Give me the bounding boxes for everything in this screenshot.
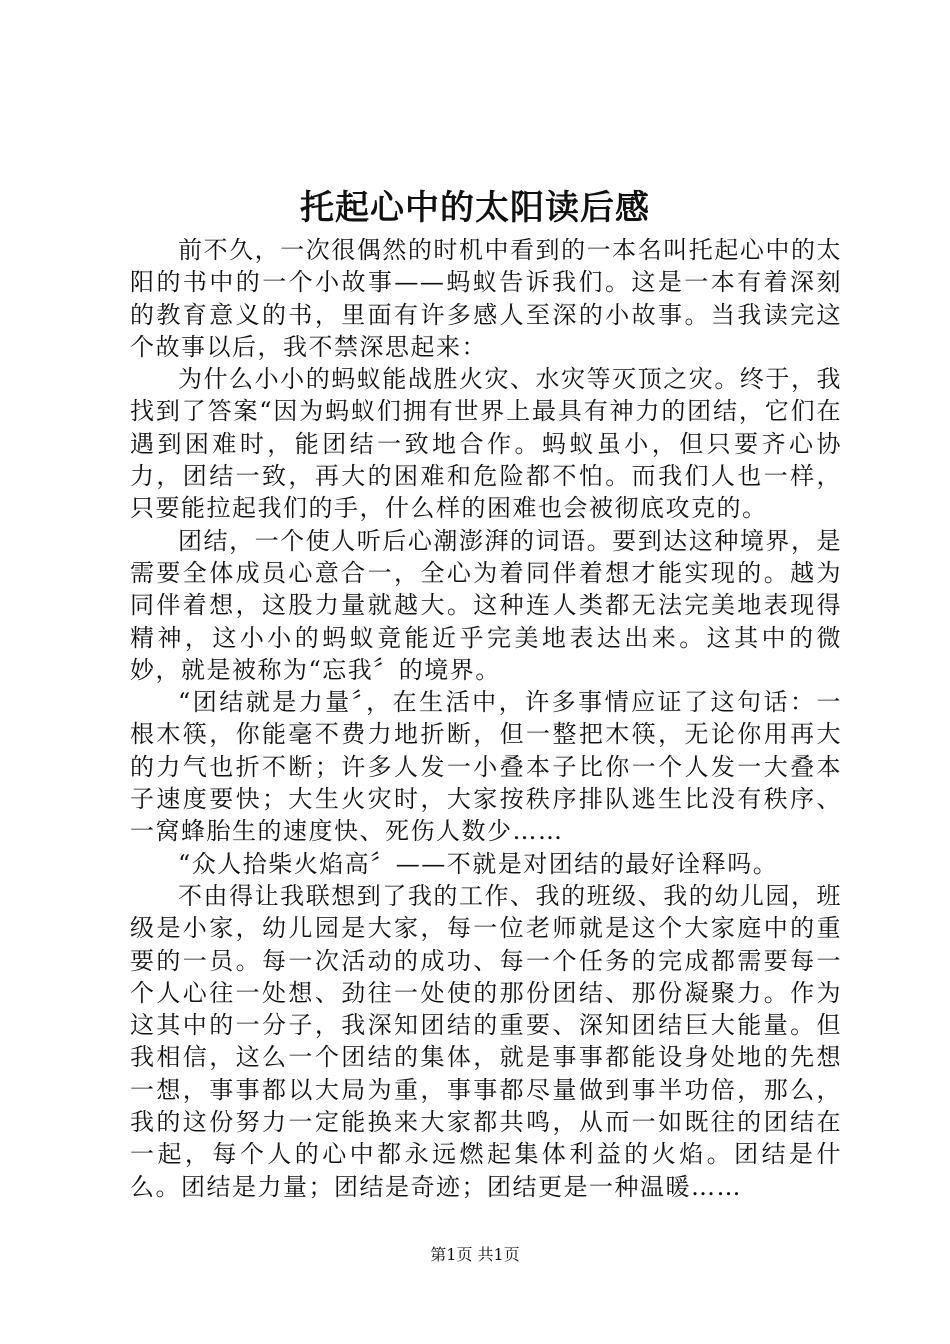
paragraph: 不由得让我联想到了我的工作、我的班级、我的幼儿园，班级是小家，幼儿园是大家，每一位老师就是这个大家庭中的重要的一员。每一次活动的成功、每一个任务的完成都需要每一个人心往一处想、劲往一处使的那份团结、那份凝聚力。作为这其中的一分子，我深知团结的重要、深知团结巨大能量。但我相信，这么一个团结的集体，就是事事都能设身处地的先想一想，事事都以大局为重，事事都尽量做到事半功倍，那么，我的这份努力一定能换来大家都共鸣，从而一如既往的团结在一起，每个人的心中都永远燃起集体利益的火焰。团结是什么。团结是力量；团结是奇迹；团结更是一种温暖…… [130,881,842,1201]
paragraph: 为什么小小的蚂蚁能战胜火灾、水灾等灭顶之灾。终于，我找到了答案“因为蚂蚁们拥有世界上最具有神力的团结，它们在遇到困难时，能团结一致地合作。蚂蚁虽小，但只要齐心协力，团结一致，再大的困难和危险都不怕。而我们人也一样，只要能拉起我们的手，什么样的困难也会被彻底攻克的。 [130,365,842,523]
document-title: 托起心中的太阳读后感 [300,188,650,228]
paragraph: “众人拾柴火焰高〞——不就是对团结的最好诠释吗。 [178,849,779,878]
paragraph: 前不久，一次很偶然的时机中看到的一本名叫托起心中的太阳的书中的一个小故事——蚂蚁告诉我们。这是一本有着深刻的教育意义的书，里面有许多感人至深的小故事。当我读完这个故事以后，我不禁深思起来： [130,236,842,361]
document-body [130,234,842,1203]
paragraph: “团结就是力量〞，在生活中，许多事情应证了这句话：一根木筷，你能毫不费力地折断，但一整把木筷，无论你用再大的力气也折不断；许多人发一小叠本子比你一个人发一大叠本子速度要快；大生火灾时，大家按秩序排队逃生比没有秩序、一窝蜂胎生的速度快、死伤人数少…… [130,688,842,846]
paragraph: 团结，一个使人听后心潮澎湃的词语。要到达这种境界，是需要全体成员心意合一，全心为着同伴着想才能实现的。越为同伴着想，这股力量就越大。这种连人类都无法完美地表现得精神，这小小的蚂蚁竟能近乎完美地表达出来。这其中的微妙，就是被称为“忘我〞的境界。 [130,526,842,684]
page-number-footer: 第1页 共1页 [430,1245,520,1264]
